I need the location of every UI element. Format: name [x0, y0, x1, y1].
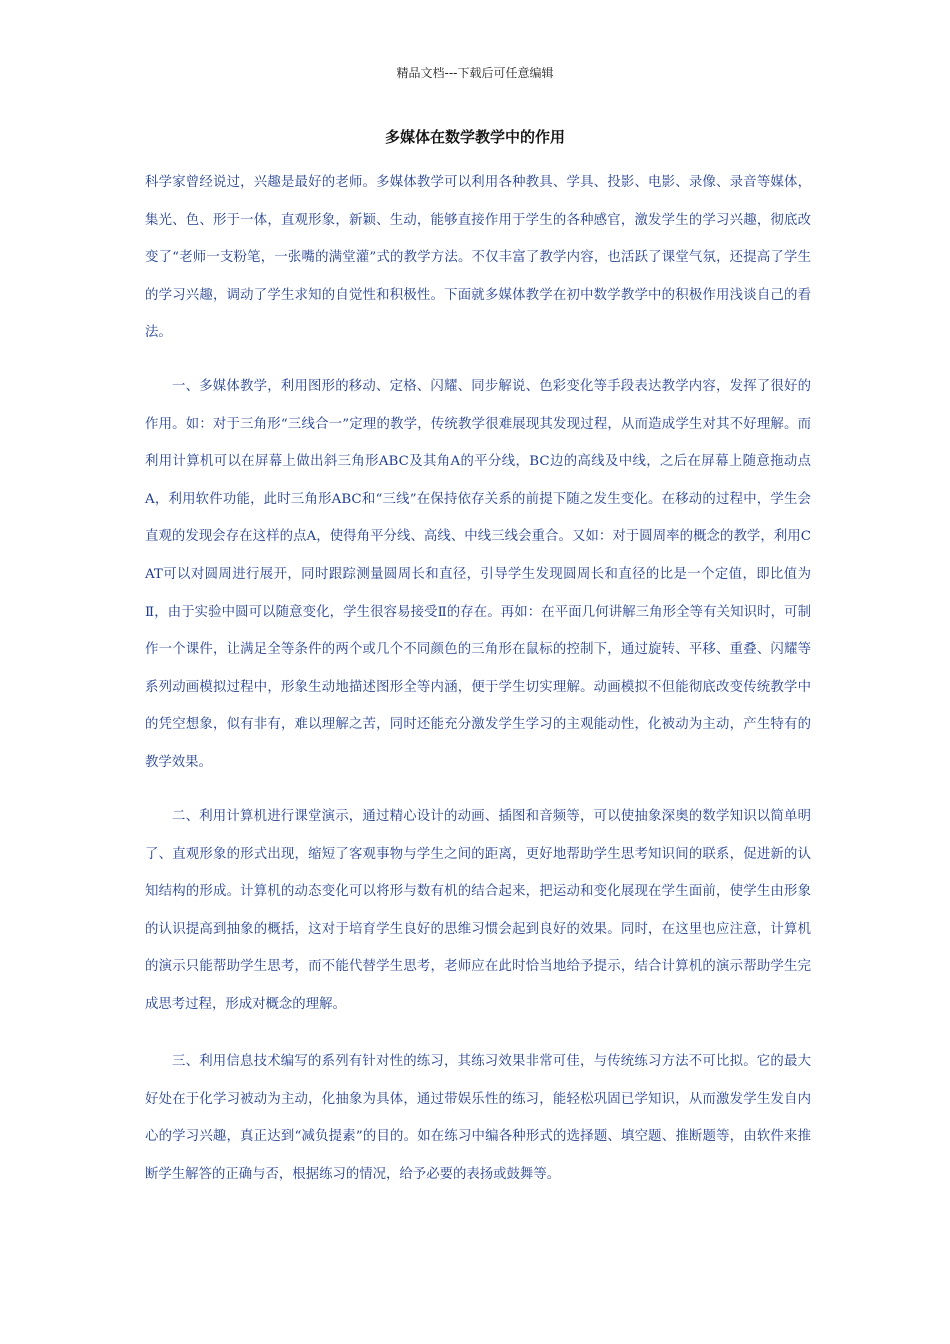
header-note: 精品文档---下载后可任意编辑 — [396, 66, 554, 80]
paragraph-intro: 科学家曾经说过，兴趣是最好的老师。多媒体教学可以利用各种教具、学具、投影、电影、录像、录音等媒体，集光、色、形于一体，直观形象，新颖、生动，能够直接作用于学生的各种感官，激发学生的学习兴趣，彻底改变了“老师一支粉笔，一张嘴的满堂灌”式的教学方法。不仅丰富了教学内容，也活跃了课堂气氛，还提高了学生的学习兴趣，调动了学生求知的自觉性和积极性。下面就多媒体教学在初中数学教学中的积极作用浅谈自己的看法。 — [145, 175, 811, 341]
paragraph-section-1: 一、多媒体教学，利用图形的移动、定格、闪耀、同步解说、色彩变化等手段表达教学内容，发挥了很好的作用。如：对于三角形“三线合一”定理的教学，传统教学很难展现其发现过程，从而造成学生对其不好理解。而利用计算机可以在屏幕上做出斜三角形ABC及其角A的平分线，BC边的高线及中线，之后在屏幕上随意拖动点A，利用软件功能，此时三角形ABC和“三线”在保持依存关系的前提下随之发生变化。在移动的过程中，学生会直观的发现会存在这样的点A，使得角平分线、高线、中线三线会重合。又如：对于圆周率的概念的教学，利用CAT可以对圆周进行展开，同时跟踪测量圆周长和直径，引导学生发现圆周长和直径的比是一个定值，即比值为Ⅱ，由于实验中圆可以随意变化，学生很容易接受Ⅱ的存在。再如：在平面几何讲解三角形全等有关知识时，可制作一个课件，让满足全等条件的两个或几个不同颜色的三角形在鼠标的控制下，通过旋转、平移、重叠、闪耀等系列动画模拟过程中，形象生动地描述图形全等内涵，便于学生切实理解。动画模拟不但能彻底改变传统教学中的凭空想象，似有非有，难以理解之苦，同时还能充分激发学生学习的主观能动性，化被动为主动，产生特有的教学效果。 — [145, 379, 811, 770]
paragraph-section-3: 三、利用信息技术编写的系列有针对性的练习，其练习效果非常可佳，与传统练习方法不可比拟。它的最大好处在于化学习被动为主动，化抽象为具体，通过带娱乐性的练习，能轻松巩固已学知识，从而激发学生发自内心的学习兴趣，真正达到“减负提素”的目的。如在练习中编各种形式的选择题、填空题、推断题等，由软件来推断学生解答的正确与否，根据练习的情况，给予必要的表扬或鼓舞等。 — [145, 1054, 811, 1182]
document-title: 多媒体在数学教学中的作用 — [384, 128, 565, 146]
paragraph-section-2: 二、利用计算机进行课堂演示，通过精心设计的动画、插图和音频等，可以使抽象深奥的数学知识以简单明了、直观形象的形式出现，缩短了客观事物与学生之间的距离，更好地帮助学生思考知识间的联系，促进新的认知结构的形成。计算机的动态变化可以将形与数有机的结合起来，把运动和变化展现在学生面前，使学生由形象的认识提高到抽象的概括，这对于培育学生良好的思维习惯会起到良好的效果。同时，在这里也应注意，计算机的演示只能帮助学生思考，而不能代替学生思考，老师应在此时恰当地给予提示，结合计算机的演示帮助学生完成思考过程，形成对概念的理解。 — [145, 809, 811, 1012]
